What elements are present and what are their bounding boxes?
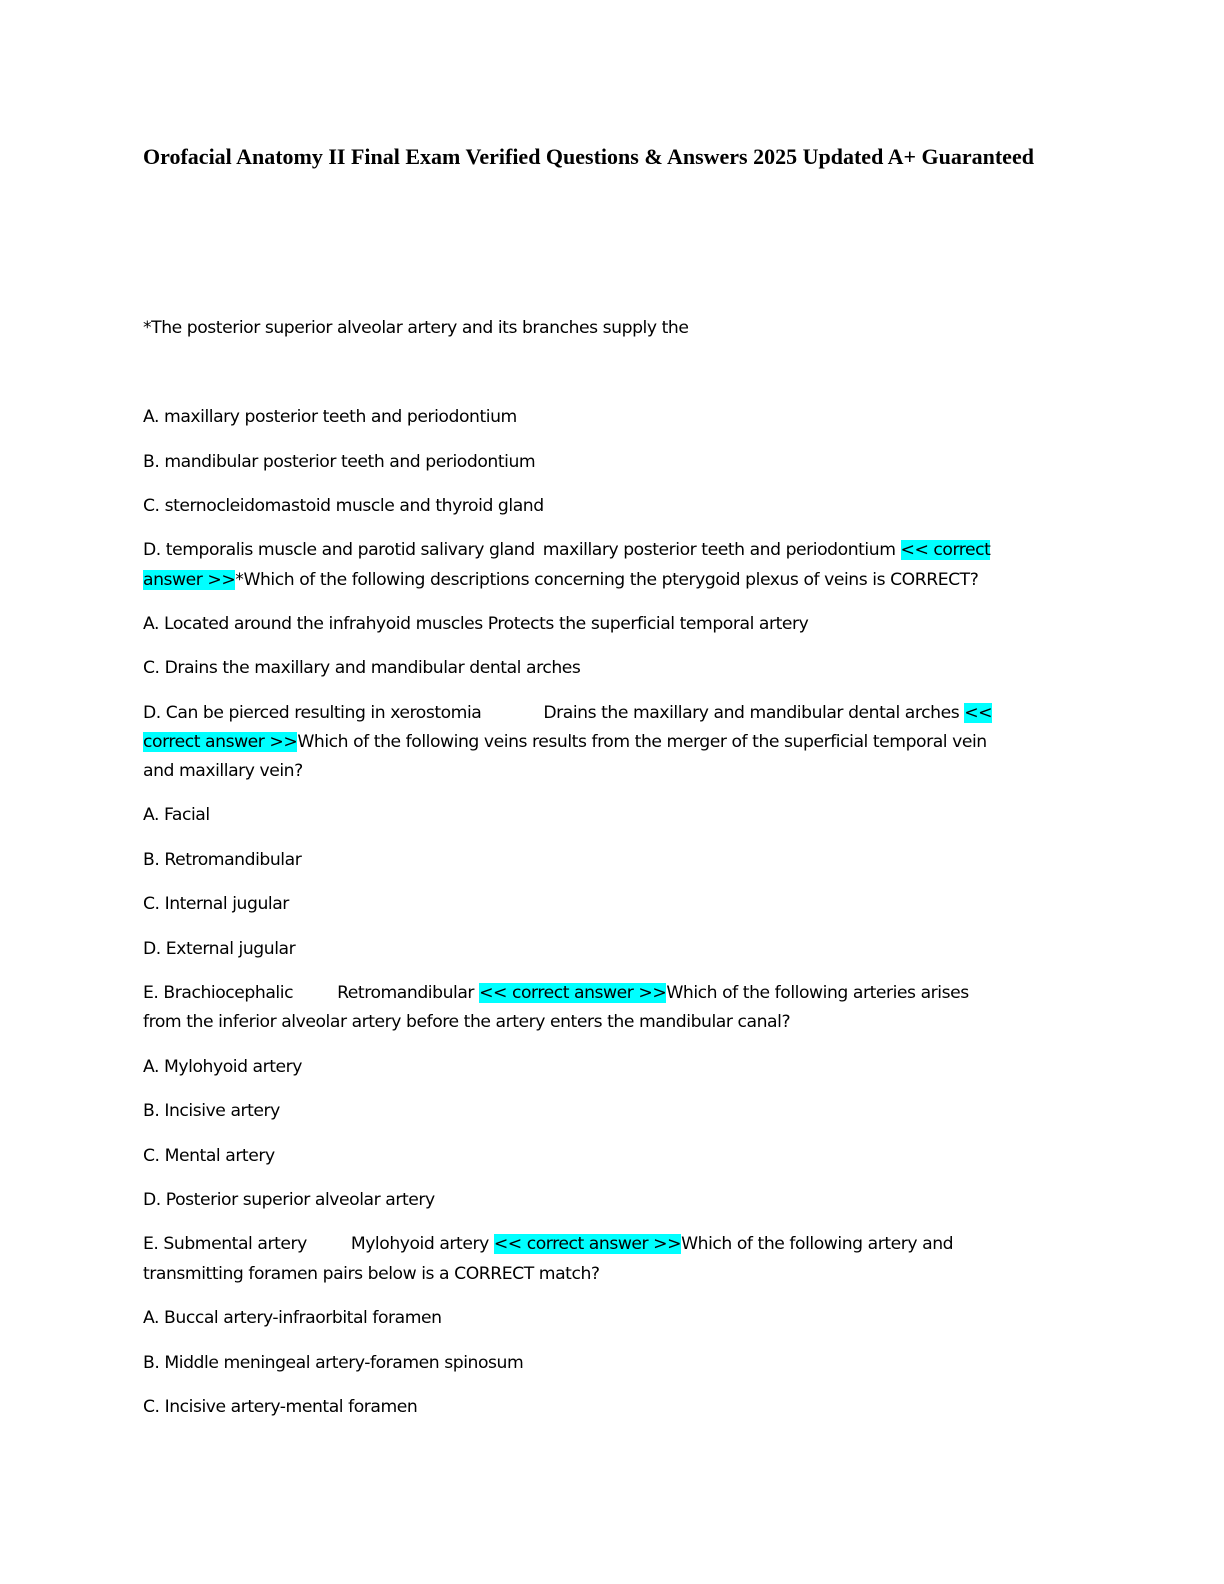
question-2-stem-line [143,570,978,590]
correct-answer-marker-1a: << correct [900,540,991,560]
question-1-option-d: D. temporalis muscle and parotid salivary gland [143,540,535,560]
question-4-answer: Mylohyoid artery [350,1234,489,1254]
question-3-option-b: B. Retromandibular [143,850,302,870]
question-2-option-d: D. Can be pierced resulting in xerostomia [143,703,482,723]
question-5-stem-part1: Which of the following artery and [681,1234,954,1254]
question-5-option-a: A. Buccal artery-infraorbital foramen [143,1308,442,1328]
question-2-option-c: C. Drains the maxillary and mandibular dental arches [143,658,581,678]
question-4-option-d: D. Posterior superior alveolar artery [143,1190,435,1210]
question-4-stem-part1: Which of the following arteries arises [666,983,969,1003]
question-4-stem-part2: from the inferior alveolar artery before the artery enters the mandibular canal? [143,1012,791,1032]
correct-answer-marker-3: << correct answer >> [479,983,667,1003]
question-1-option-b: B. mandibular posterior teeth and periodontium [143,452,536,472]
question-4-option-e: E. Submental artery [143,1234,307,1254]
question-3-option-d: D. External jugular [143,939,296,959]
question-5-option-b: B. Middle meningeal artery-foramen spinosum [143,1353,524,1373]
correct-answer-marker-2a: << [964,703,993,723]
question-4-option-a: A. Mylohyoid artery [143,1057,303,1077]
question-1-answer: maxillary posterior teeth and periodontium [542,540,896,560]
question-3-stem-line [143,732,987,752]
question-1-option-d-line [143,540,990,560]
question-4-option-e-line [143,1234,953,1254]
question-1-option-a: A. maxillary posterior teeth and periodontium [143,407,517,427]
question-5-stem-part2: transmitting foramen pairs below is a CORRECT match? [143,1264,600,1284]
correct-answer-marker-1b: answer >> [143,570,236,590]
question-3-stem-part2: and maxillary vein? [143,761,303,781]
question-2-answer: Drains the maxillary and mandibular dental arches [543,703,960,723]
question-2-option-d-line [143,703,992,723]
question-3-option-c: C. Internal jugular [143,894,289,914]
question-3-stem-part1: Which of the following veins results from the merger of the superficial temporal vein [297,732,987,752]
question-5-option-c: C. Incisive artery-mental foramen [143,1397,418,1417]
question-1-option-c: C. sternocleidomastoid muscle and thyroid gland [143,496,544,516]
question-3-option-e-line [143,983,969,1003]
question-1-stem: *The posterior superior alveolar artery and its branches supply the [143,318,689,338]
question-3-answer: Retromandibular [337,983,475,1003]
question-2-stem: *Which of the following descriptions concerning the pterygoid plexus of veins is CORRECT? [235,570,979,590]
question-2-option-a: A. Located around the infrahyoid muscles Protects the superficial temporal artery [143,614,809,634]
question-4-option-b: B. Incisive artery [143,1101,280,1121]
correct-answer-marker-2b: correct answer >> [143,732,298,752]
question-4-option-c: C. Mental artery [143,1146,275,1166]
correct-answer-marker-4: << correct answer >> [493,1234,682,1254]
question-3-option-e: E. Brachiocephalic [143,983,294,1003]
question-3-option-a: A. Facial [143,805,210,825]
document-title: Orofacial Anatomy II Final Exam Verified Questions & Answers 2025 Updated A+ Guaranteed [143,144,1034,169]
